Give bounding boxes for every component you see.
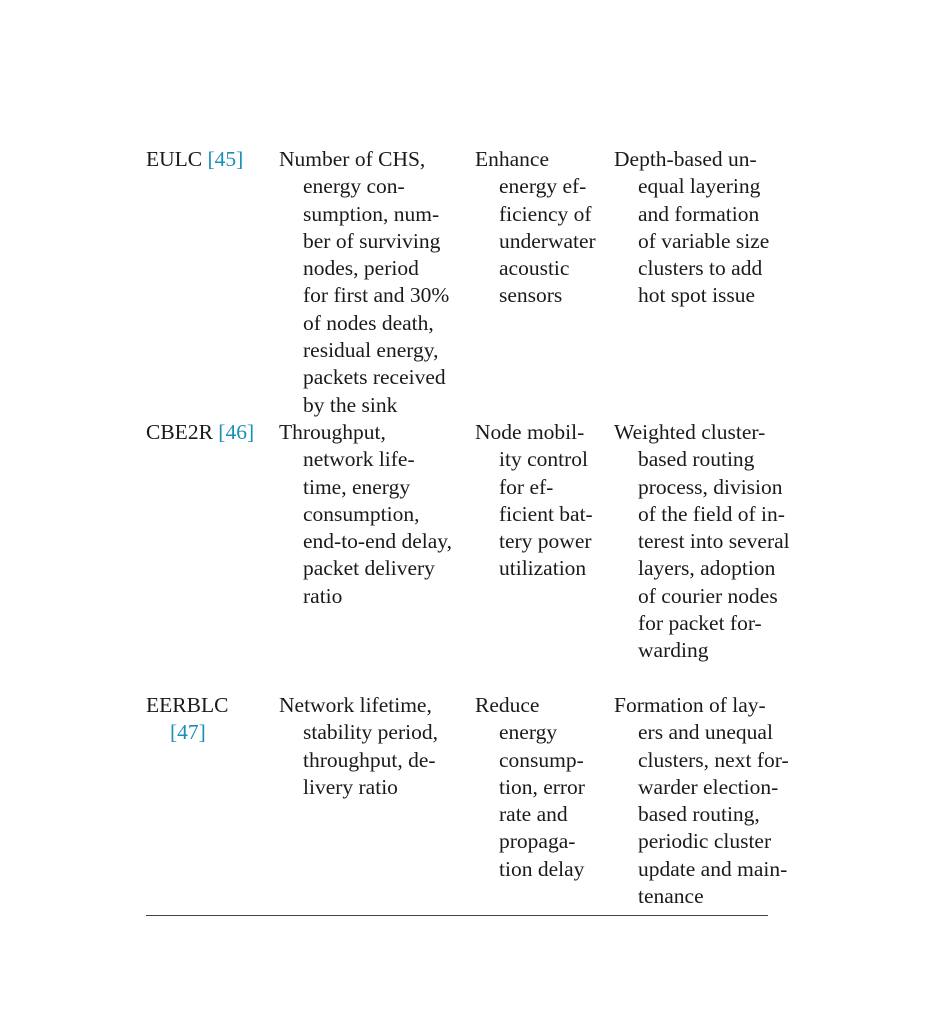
metrics-cell	[279, 692, 438, 801]
metrics-cell	[279, 419, 452, 610]
approach-cell	[614, 146, 769, 310]
cell-line: based routing	[638, 447, 755, 472]
cell-line: sumption, num-	[303, 201, 440, 226]
cell-line: for packet for-	[638, 611, 762, 636]
cell-line: tion, error	[499, 774, 585, 799]
cell-line: consumption,	[303, 501, 420, 526]
cell-line: energy	[499, 720, 558, 745]
cell-line: Reduce	[475, 693, 540, 717]
cell-line: based routing,	[638, 802, 760, 827]
cell-line: and formation	[638, 201, 760, 226]
cell-line: clusters to add	[638, 256, 763, 281]
cell-line: livery ratio	[303, 774, 398, 799]
cell-line: ficiency of	[499, 201, 592, 226]
cell-line: tion delay	[499, 856, 585, 881]
cell-line: warder election-	[638, 774, 779, 799]
cell-line: energy con-	[303, 174, 405, 199]
objective-cell	[475, 692, 585, 883]
method-cell	[146, 146, 243, 173]
cell-line: Weighted cluster-	[614, 420, 766, 444]
cell-line: of variable size	[638, 228, 770, 253]
cell-line: packet delivery	[303, 556, 435, 581]
method-name: CBE2R	[146, 420, 213, 444]
cell-line: ber of surviving	[303, 228, 441, 253]
metrics-cell	[279, 146, 449, 419]
cell-line: update and main-	[638, 856, 788, 881]
cell-line: Formation of lay-	[614, 693, 766, 717]
cell-line: Depth-based un-	[614, 147, 757, 171]
cell-line: ers and unequal	[638, 720, 773, 745]
cell-line: process, division	[638, 474, 783, 499]
cell-line: of nodes death,	[303, 310, 434, 335]
cell-line: ficient bat-	[499, 501, 593, 526]
cell-line: utilization	[499, 556, 587, 581]
cell-line: propaga-	[499, 829, 576, 854]
cell-line: tenance	[638, 884, 704, 909]
cell-line: rate and	[499, 802, 568, 827]
cell-line: throughput, de-	[303, 747, 436, 772]
cell-line: ity control	[499, 447, 588, 472]
cell-line: hot spot issue	[638, 283, 756, 308]
cell-line: sensors	[499, 283, 563, 308]
cell-line: layers, adoption	[638, 556, 776, 581]
cell-line: time, energy	[303, 474, 411, 499]
comparison-table	[146, 146, 790, 936]
citation-link[interactable]: [45]	[207, 147, 244, 171]
cell-line: underwater	[499, 228, 596, 253]
cell-line: residual energy,	[303, 338, 439, 363]
method-name: EERBLC	[146, 693, 229, 717]
method-cell	[146, 692, 228, 747]
cell-line: terest into several	[638, 529, 790, 554]
cell-line: nodes, period	[303, 256, 419, 281]
table-bottom-rule	[146, 915, 768, 916]
method-cell	[146, 419, 254, 446]
cell-line: Node mobil-	[475, 420, 585, 444]
cell-line: end-to-end delay,	[303, 529, 453, 554]
cell-line: clusters, next for-	[638, 747, 789, 772]
cell-line: of the field of in-	[638, 501, 785, 526]
objective-cell	[475, 146, 596, 310]
cell-line: network life-	[303, 447, 415, 472]
cell-line: tery power	[499, 529, 592, 554]
cell-line: Enhance	[475, 147, 550, 171]
approach-cell	[614, 692, 789, 910]
cell-line: Throughput,	[279, 420, 386, 444]
approach-cell	[614, 419, 790, 665]
cell-line: for ef-	[499, 474, 554, 499]
citation-link[interactable]: [47]	[170, 720, 206, 745]
cell-line: of courier nodes	[638, 583, 778, 608]
cell-line: periodic cluster	[638, 829, 772, 854]
cell-line: acoustic	[499, 256, 570, 281]
cell-line: warding	[638, 638, 709, 663]
cell-line: consump-	[499, 747, 584, 772]
cell-line: Network lifetime,	[279, 693, 432, 717]
objective-cell	[475, 419, 593, 583]
cell-line: stability period,	[303, 720, 438, 745]
citation-link[interactable]: [46]	[218, 420, 255, 444]
cell-line: energy ef-	[499, 174, 587, 199]
cell-line: packets received	[303, 365, 446, 390]
method-name: EULC	[146, 147, 203, 171]
cell-line: ratio	[303, 583, 343, 608]
cell-line: equal layering	[638, 174, 761, 199]
cell-line: by the sink	[303, 392, 398, 417]
cell-line: for first and 30%	[303, 283, 450, 308]
cell-line: Number of CHS,	[279, 147, 426, 171]
